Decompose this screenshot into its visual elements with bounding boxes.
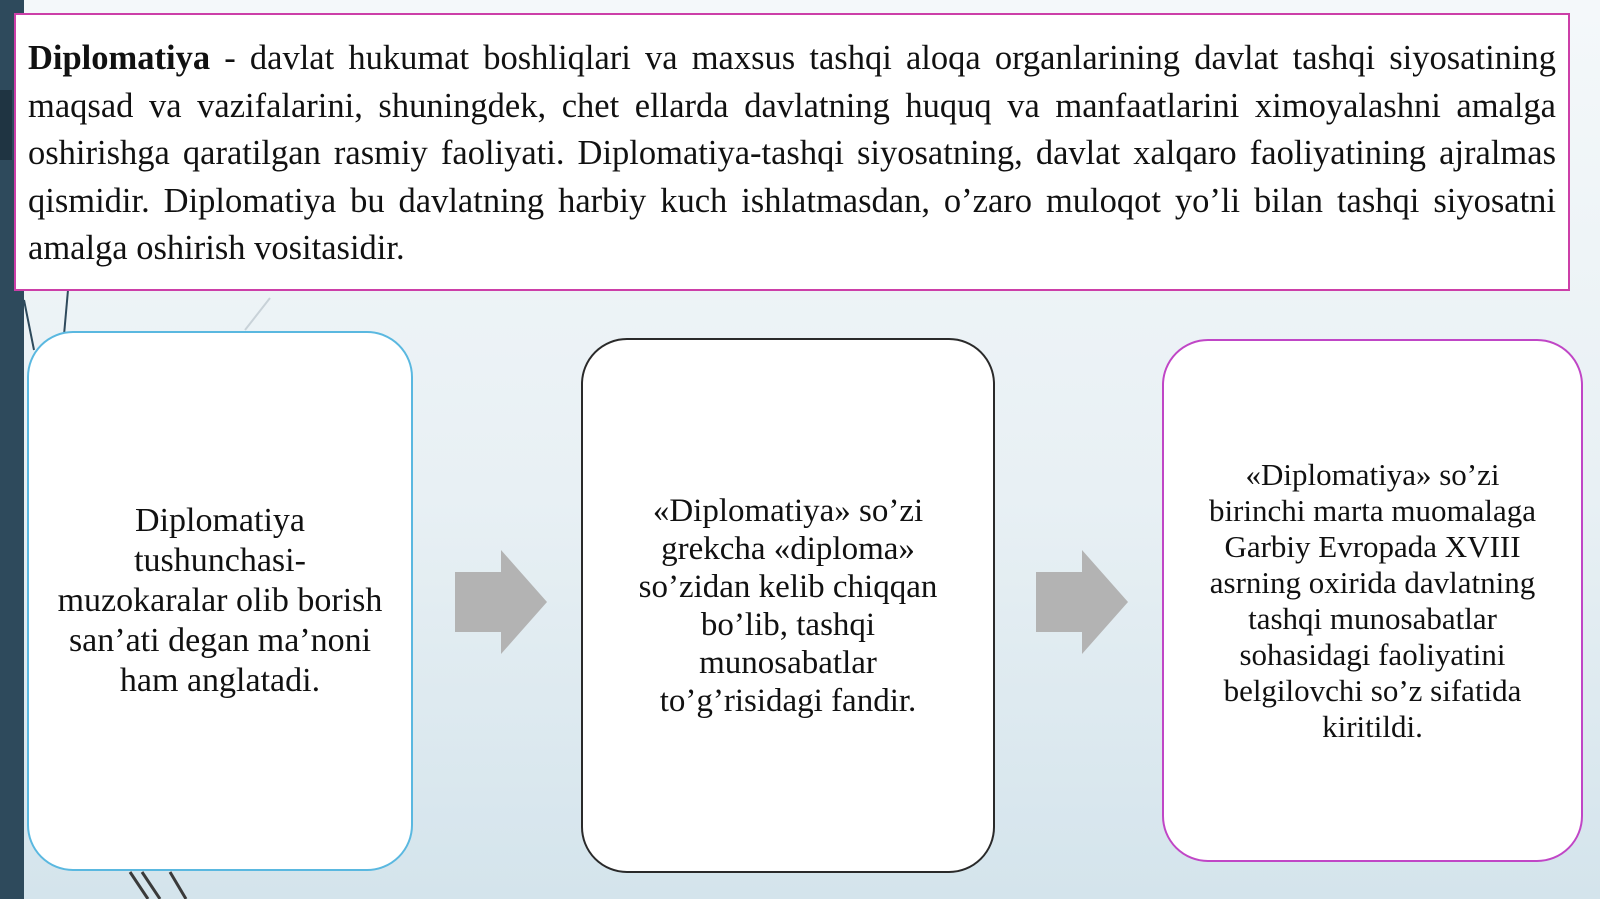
left-accent-block <box>0 90 12 160</box>
step-card-1-text: Diplomatiya tushunchasi- muzokaralar olib borish san’ati degan ma’noni ham anglatadi. <box>57 502 383 699</box>
definition-box <box>14 13 1570 291</box>
step-card-3 <box>1162 339 1583 862</box>
definition-text: - davlat hukumat boshliqlari va maxsus tashqi aloqa organlarining davlat tashqi siyosatining maqsad va vazifalarini, shuningdek, chet ellarda davlatning huquq va manfaatlarini ximoyalashni amalga oshirishga qaratilgan rasmiy faoliyati. Diplomatiya-tashqi siyosatning, davlat xalqaro faoliyatining ajralmas qismidir. Diplomatiya bu davlatning harbiy kuch ishlatmasdan, o’zaro muloqot yo’li bilan tashqi siyosatni amalga oshirish vositasidir. <box>28 39 1556 267</box>
definition-paragraph <box>28 35 1556 273</box>
arrow-right-icon <box>1036 550 1128 654</box>
definition-term: Diplomatiya <box>28 39 211 77</box>
arrow-right-icon <box>455 550 547 654</box>
step-card-3-text: «Diplomatiya» so’zi birinchi marta muomalaga Garbiy Evropada XVIII asrning oxirida davlatning tashqi munosabatlar sohasidagi faoliyatini belgilovchi so’z sifatida kiritildi. <box>1208 456 1537 744</box>
step-card-1 <box>27 331 413 871</box>
step-card-2 <box>581 338 995 873</box>
step-card-2-text: «Diplomatiya» so’zi grekcha «diploma» so’zidan kelib chiqqan bo’lib, tashqi munosabatlar to’g’risidagi fandir. <box>638 492 938 719</box>
